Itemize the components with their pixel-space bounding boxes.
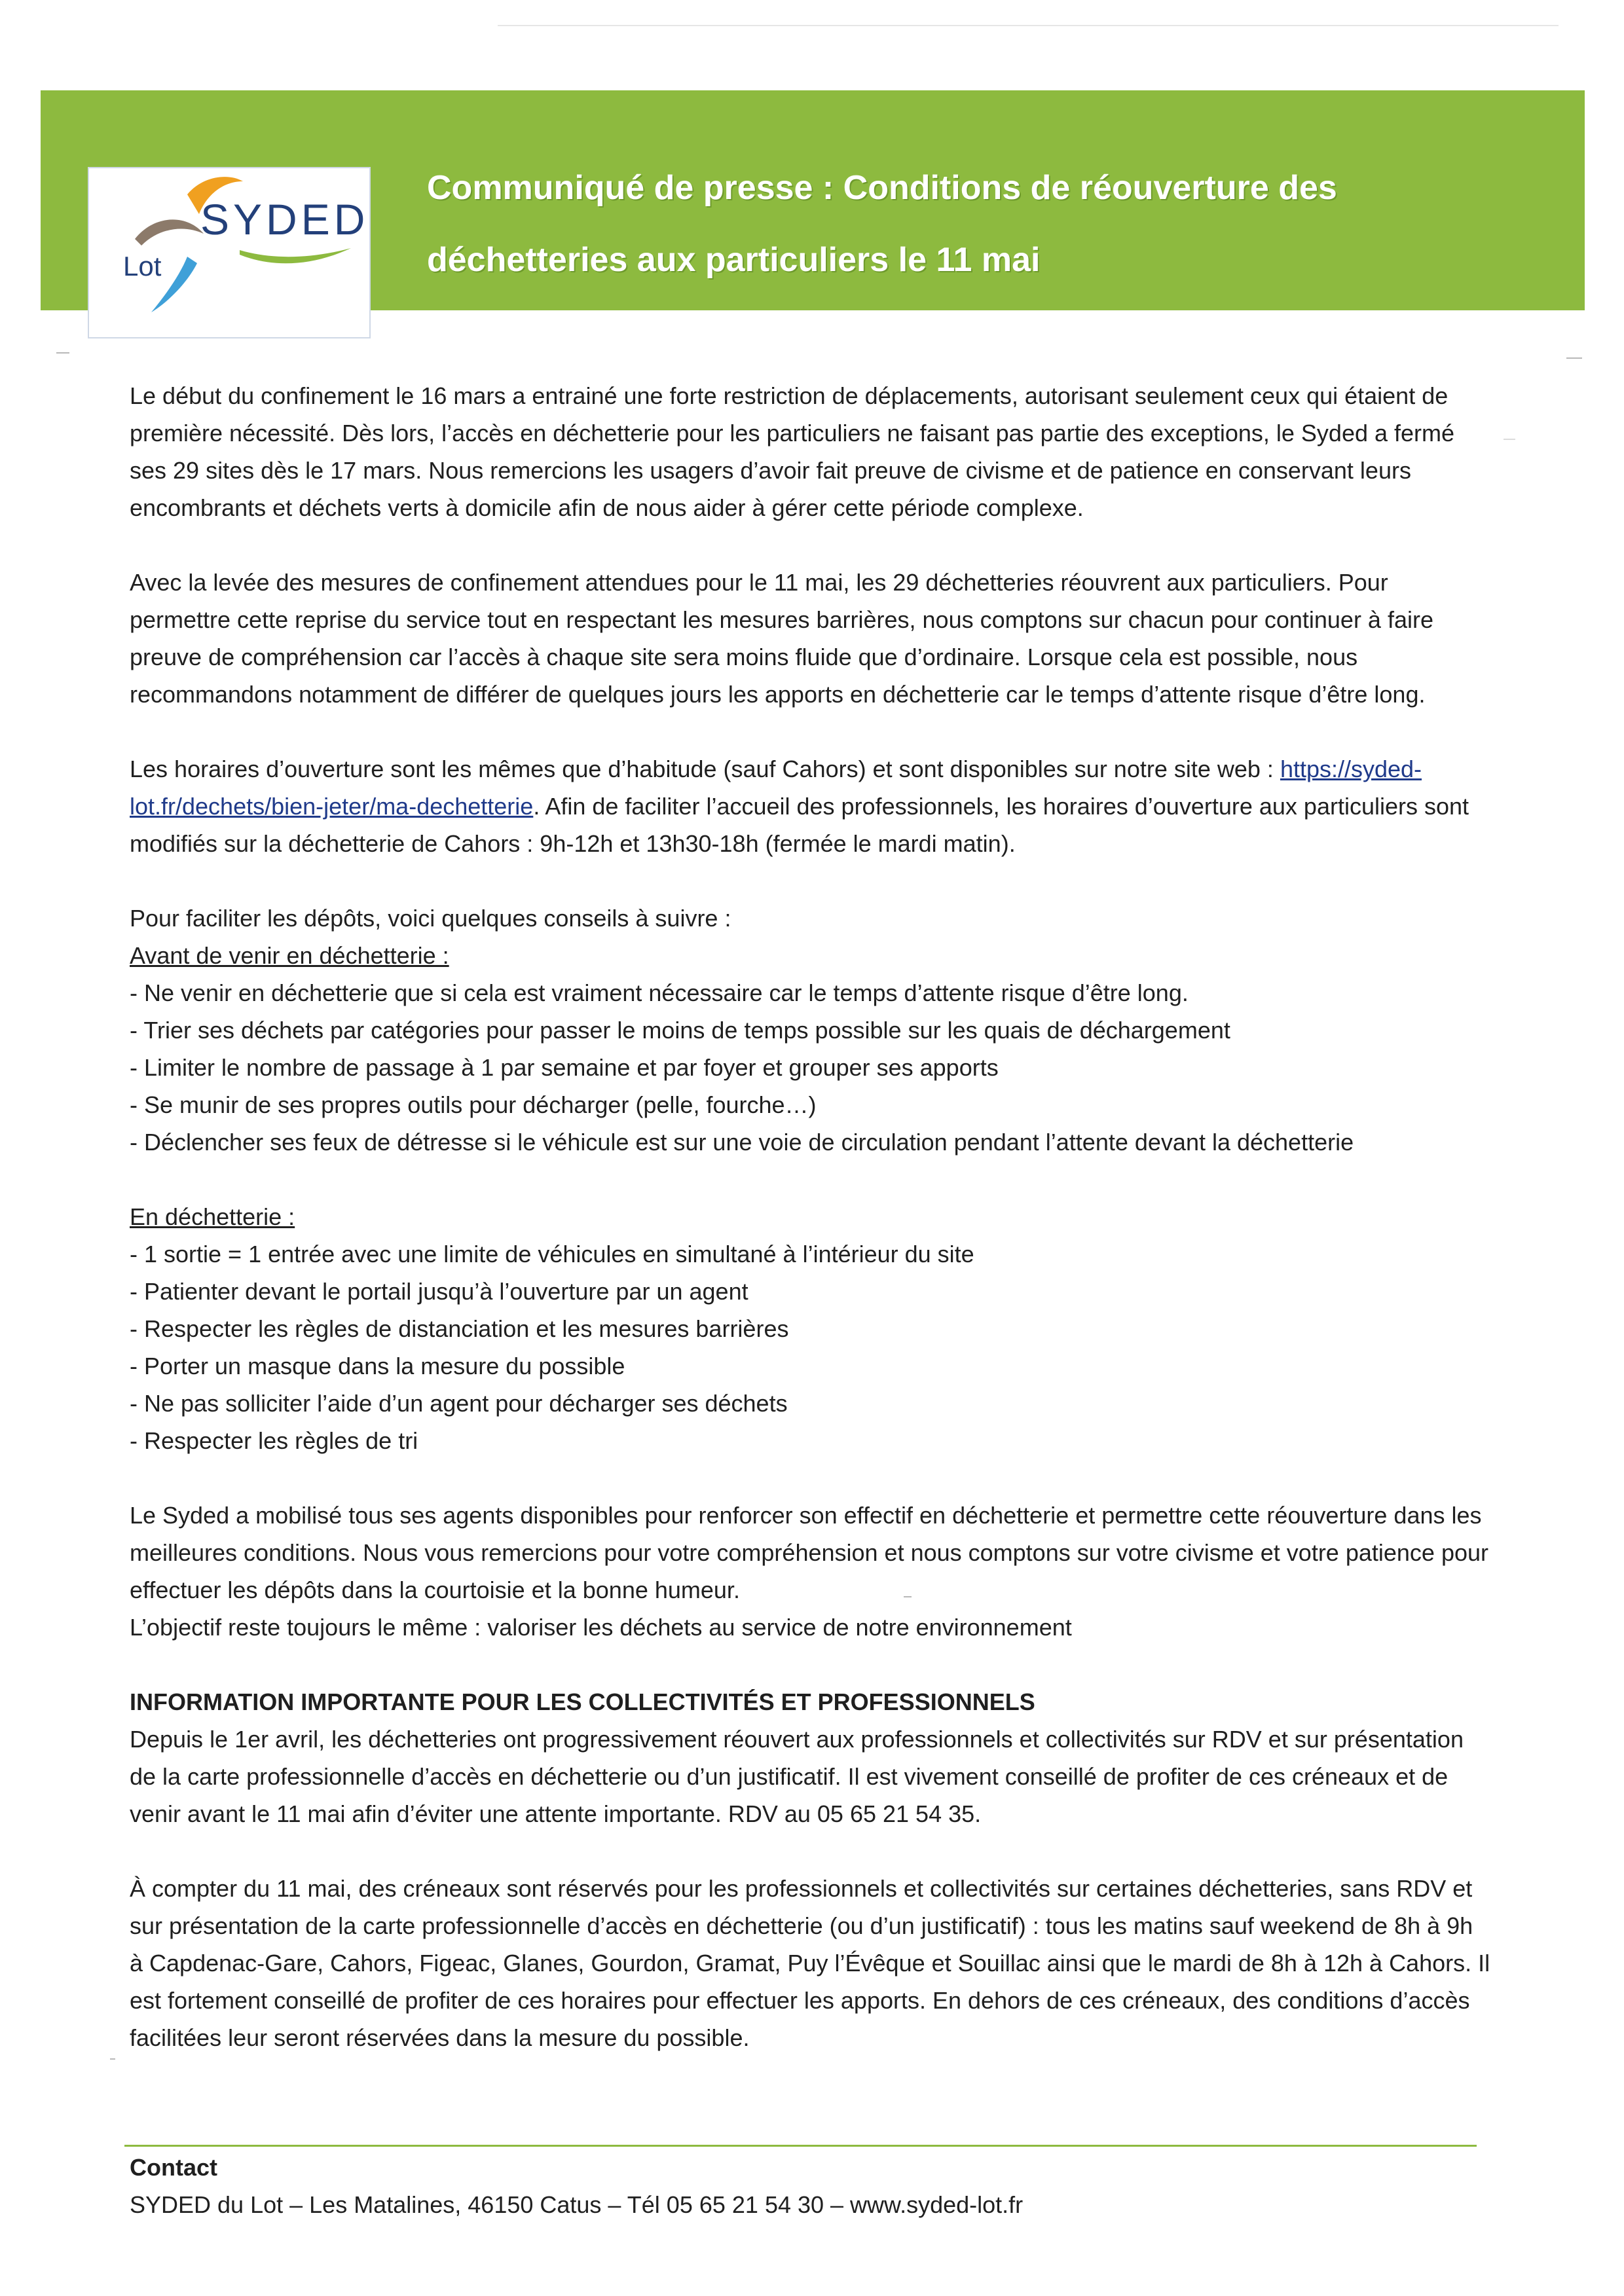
before-list — [130, 974, 1492, 1161]
website-link[interactable]: https://syded-lot.fr/dechets/bien-jeter/ma-dechetterie — [130, 756, 1422, 820]
logo-sublabel: Lot — [123, 251, 162, 282]
paragraph-mobilisation: Le Syded a mobilisé tous ses agents disponibles pour renforcer son effectif en déchetterie et permettre cette réouverture dans les meilleures conditions. Nous vous remercions pour votre compréhension et nous comptons sur votre civisme et votre patience pour effectuer les dépôts dans la courtoisie et la bonne humeur. — [130, 1502, 1488, 1603]
scan-mark — [110, 2058, 115, 2060]
footer-divider — [124, 2145, 1477, 2147]
scan-mark — [1504, 439, 1515, 440]
before-heading: Avant de venir en déchetterie : — [130, 942, 449, 969]
contact-heading: Contact — [130, 2154, 217, 2181]
list-item: - Trier ses déchets par catégories pour passer le moins de temps possible sur les quais de déchargement — [130, 1011, 1492, 1049]
syded-logo — [88, 167, 371, 338]
list-item: - Se munir de ses propres outils pour décharger (pelle, fourche…) — [130, 1086, 1492, 1123]
list-item: - Limiter le nombre de passage à 1 par semaine et par foyer et grouper ses apports — [130, 1049, 1492, 1086]
press-release-body — [130, 377, 1492, 2094]
logo-wordmark: SYDED — [200, 195, 369, 244]
scan-mark — [1566, 357, 1582, 359]
title-line-2: déchetteries aux particuliers le 11 mai — [427, 241, 1041, 279]
paragraph-reopening: Avec la levée des mesures de confinement attendues pour le 11 mai, les 29 déchetteries réouvrent aux particuliers. Pour permettre cette reprise du service tout en respectant les mesures barrières, nous comptons sur chacun pour continuer à faire preuve de compréhension car l’accès à chaque site sera moins fluide que d’ordinaire. Lorsque cela est possible, nous recommandons notamment de différer de quelques jours les apports en déchetterie car le temps d’attente risque d’être long. — [130, 569, 1433, 708]
paragraph-slots: À compter du 11 mai, des créneaux sont réservés pour les professionnels et collectivités sur certaines déchetteries, sans RDV et sur présentation de la carte professionnelle d’accès en déchetterie (ou d’un justificatif) : tous les matins sauf weekend de 8h à 9h à Capdenac-Gare, Cahors, Figeac, Glanes, Gourdon, Gramat, Puy l’Évêque et Souillac ainsi que le mardi de 8h à 12h à Cahors. Il est fortement conseillé de profiter de ces horaires pour effectuer les apports. En dehors de ces créneaux, des conditions d’accès facilitées leur seront réservées dans la mesure du possible. — [130, 1875, 1490, 2051]
title-line-1: Communiqué de presse : Conditions de réouverture des — [427, 169, 1337, 207]
scan-mark — [498, 25, 1559, 26]
list-item: - Ne pas solliciter l’aide d’un agent pour décharger ses déchets — [130, 1385, 1492, 1422]
list-item: - Patienter devant le portail jusqu’à l’ouverture par un agent — [130, 1273, 1492, 1310]
paragraph-objective: L’objectif reste toujours le même : valoriser les déchets au service de notre environnement — [130, 1614, 1072, 1641]
list-item: - Respecter les règles de tri — [130, 1422, 1492, 1459]
paragraph-intro: Le début du confinement le 16 mars a entrainé une forte restriction de déplacements, autorisant seulement ceux qui étaient de première nécessité. Dès lors, l’accès en déchetterie pour les particuliers ne faisant pas partie des exceptions, le Syded a fermé ses 29 sites dès le 17 mars. Nous remercions les usagers d’avoir fait preuve de civisme et de patience en conservant leurs encombrants et déchets verts à domicile afin de nous aider à gérer cette période complexe. — [130, 382, 1455, 521]
page-title — [427, 152, 1566, 296]
list-item: - Déclencher ses feux de détresse si le véhicule est sur une voie de circulation pendant l’attente devant la déchetterie — [130, 1123, 1492, 1161]
list-item: - Respecter les règles de distanciation et les mesures barrières — [130, 1310, 1492, 1347]
during-heading: En déchetterie : — [130, 1203, 295, 1230]
info-heading: INFORMATION IMPORTANTE POUR LES COLLECTIVITÉS ET PROFESSIONNELS — [130, 1688, 1035, 1715]
hours-text-before: Les horaires d’ouverture sont les mêmes que d’habitude (sauf Cahors) et sont disponibles sur notre site web : — [130, 756, 1280, 782]
list-item: - Ne venir en déchetterie que si cela est vraiment nécessaire car le temps d’attente risque d’être long. — [130, 974, 1492, 1011]
paragraph-professionals: Depuis le 1er avril, les déchetteries ont progressivement réouvert aux professionnels et collectivités sur RDV et sur présentation de la carte professionnelle d’accès en déchetterie ou d’un justificatif. Il est vivement conseillé de profiter de ces créneaux et de venir avant le 11 mai afin d’éviter une attente importante. RDV au 05 65 21 54 35. — [130, 1726, 1464, 1827]
paragraph-hours — [130, 750, 1492, 862]
paragraph-advice-intro: Pour faciliter les dépôts, voici quelques conseils à suivre : — [130, 905, 731, 932]
contact-block — [130, 2149, 1492, 2223]
during-list — [130, 1235, 1492, 1459]
list-item: - Porter un masque dans la mesure du possible — [130, 1347, 1492, 1385]
scan-mark — [56, 352, 69, 354]
contact-line: SYDED du Lot – Les Matalines, 46150 Catus – Tél 05 65 21 54 30 – www.syded-lot.fr — [130, 2191, 1024, 2218]
list-item: - 1 sortie = 1 entrée avec une limite de véhicules en simultané à l’intérieur du site — [130, 1235, 1492, 1273]
hours-text-after: . Afin de faciliter l’accueil des professionnels, les horaires d’ouverture aux particuliers sont modifiés sur la déchetterie de Cahors : 9h-12h et 13h30-18h (fermée le mardi matin). — [130, 793, 1469, 857]
